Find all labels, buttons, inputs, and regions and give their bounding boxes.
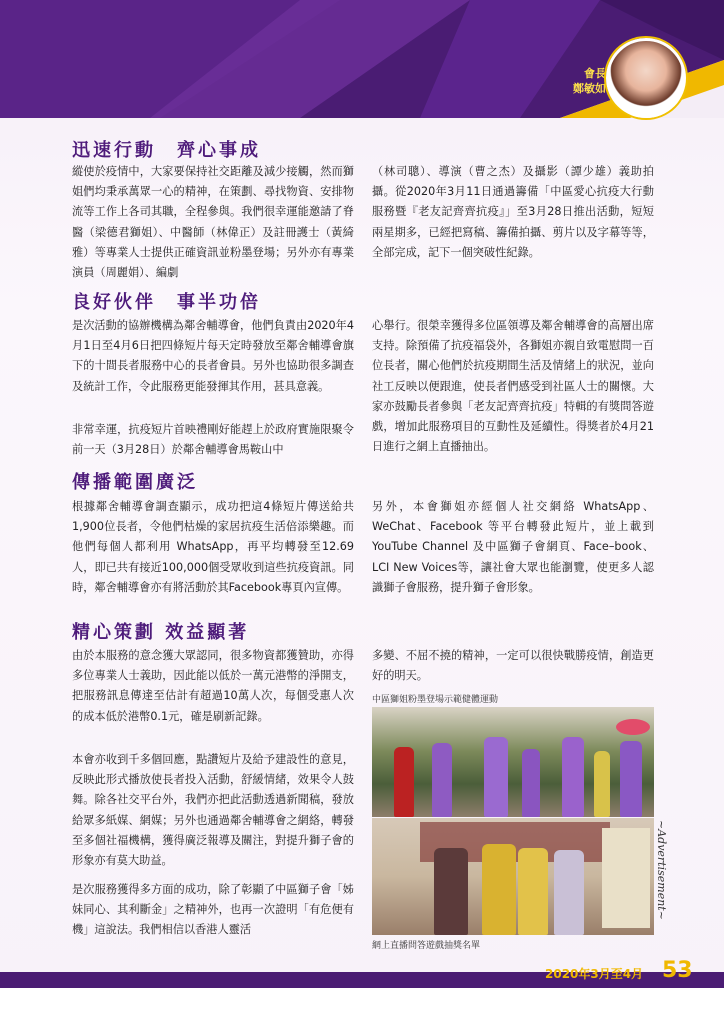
section-heading-1: 迅速行動 齊心事成 [72, 140, 261, 161]
author-name: 鄭敏如 [573, 82, 606, 95]
section-3-right-text: 另外，本會獅姐亦經個人社交網絡 WhatsApp、WeChat、Facebook 等平台轉發此短片，並上載到 YouTube Channel 及中區獅子會網頁、Face–book、LCI New Voices等，讓社會大眾也能瀏覽，使更多人認識獅子會服務，提升獅子會形象。 [372, 500, 654, 594]
figure [554, 850, 584, 935]
livestream-photo [372, 818, 654, 935]
exercise-demo-photo [372, 707, 654, 817]
author-credit [548, 66, 606, 96]
section-heading-2: 良好伙伴 事半功倍 [72, 292, 261, 313]
figure [434, 848, 468, 935]
section-1-left-text: 縱使於疫情中，大家要保持社交距離及減少接觸，然而獅姐們均秉承萬眾一心的精神，在策劃、尋找物資、安排物流等工作上各司其職，全程參與。我們很幸運能邀請了脊醫（梁德君獅姐）、中醫師（林偉正）及註冊護士（黃綺雅）等專業人士提供正確資訊並粉墨登場；另外亦有專業演員（周麗娟）、編劇 [72, 165, 354, 280]
footer-margin [0, 988, 724, 1024]
author-role: 會長 [584, 67, 606, 80]
figure [522, 749, 540, 817]
figure [518, 848, 548, 935]
photo-caption-1: 中區獅姐粉墨登場示範健體運動 [372, 695, 499, 705]
figure [394, 747, 414, 817]
section-2-left-text: 是次活動的協辦機構為鄰舍輔導會，他們負責由2020年4月1日至4月6日把四條短片每天定時發放至鄰舍輔導會旗下的十間長者服務中心的長者會員。另外也協助很多調查及統計工作，令此服務更能發揮其作用，甚具意義。 [72, 319, 354, 393]
section-1-right-text: （林司聰）、導演（曹之杰）及攝影（譚少雄）義助拍攝。從2020年3月11日通過籌備「中區愛心抗疫大行動服務暨『老友記齊齊抗疫』」至3月28日推出活動，短短兩星期多，已經把寫稿、籌備拍攝、剪片以及字幕等等，全部完成，記下一個突破性紀錄。 [372, 165, 654, 259]
section-4-left-text-3: 是次服務獲得多方面的成功，除了彰顯了中區獅子會「姊妹同心、其利斷金」之精神外，也再一次證明「有危便有機」這說法。我們相信以香港人靈活 [72, 883, 354, 937]
figure [562, 737, 584, 817]
figure [484, 737, 508, 817]
figure [620, 741, 642, 817]
figure [432, 743, 452, 817]
section-4-left-text: 由於本服務的意念獲大眾認同，很多物資都獲贊助，亦得多位專業人士義助，因此能以低於一萬元港幣的淨開支，把服務訊息傳達至估計有超過10萬人次，每個受惠人次的成本低於港幣0.1元，確是刷新記錄。 [72, 649, 354, 723]
section-heading-4: 精心策劃 效益顯著 [72, 622, 250, 643]
section-3-left-text: 根據鄰舍輔導會調查顯示，成功把這4條短片傳送給共1,900位長者，令他們枯燥的家居抗疫生活倍添樂趣。而他們每個人都利用 WhatsApp，再平均轉發至12.69人，即已共有接近100,000個受眾收到這些抗疫資訊。同時，鄰舍輔導會亦有將活動於其Facebook專頁內宣傳。 [72, 500, 354, 594]
section-heading-3: 傳播範圍廣泛 [72, 472, 198, 493]
photo-caption-2: 網上直播問答遊戲抽獎名單 [372, 941, 481, 951]
advertisement-label: ~Advertisement~ [655, 820, 668, 920]
figure [594, 751, 610, 817]
section-4-left-text-2: 本會亦收到千多個回應，點讚短片及給予建設性的意見，反映此形式播放使長者投入活動，舒緩情緒，效果令人鼓舞。除各社交平台外，我們亦把此活動透過新聞稿，發放給眾多紙媒、網媒；另外也通過鄰舍輔導會之網絡，轉發至多個社福機構，獲得廣泛報導及關注，對提升獅子會的形象亦有莫大助益。 [72, 753, 354, 868]
section-2-left-text-2: 非常幸運，抗疫短片首映禮剛好能趕上於政府實施限聚令前一天（3月28日）於鄰舍輔導會馬鞍山中 [72, 423, 354, 457]
section-4-right-text: 多變、不屈不撓的精神，一定可以很快戰勝疫情，創造更好的明天。 [372, 649, 654, 683]
section-2-right-text: 心舉行。很榮幸獲得多位區領導及鄰舍輔導會的高層出席支持。除預備了抗疫福袋外，各獅姐亦親自致電慰問一百位長者，關心他們於抗疫期間生活及情緒上的狀況，並向社工反映以便跟進，使長者們感受到社區人士的關懷。大家亦鼓勵長者參與「老友記齊齊抗疫」特輯的有獎問答遊戲，增加此服務項目的互動性及延續性。得獎者於4月21日進行之網上直播抽出。 [372, 319, 654, 454]
author-portrait [606, 38, 686, 118]
page-number: 53 [662, 958, 693, 983]
figure [482, 844, 516, 935]
fan-prop [616, 719, 650, 735]
issue-date: 2020年3月至4月 [545, 967, 644, 981]
scroll-painting [602, 828, 650, 928]
